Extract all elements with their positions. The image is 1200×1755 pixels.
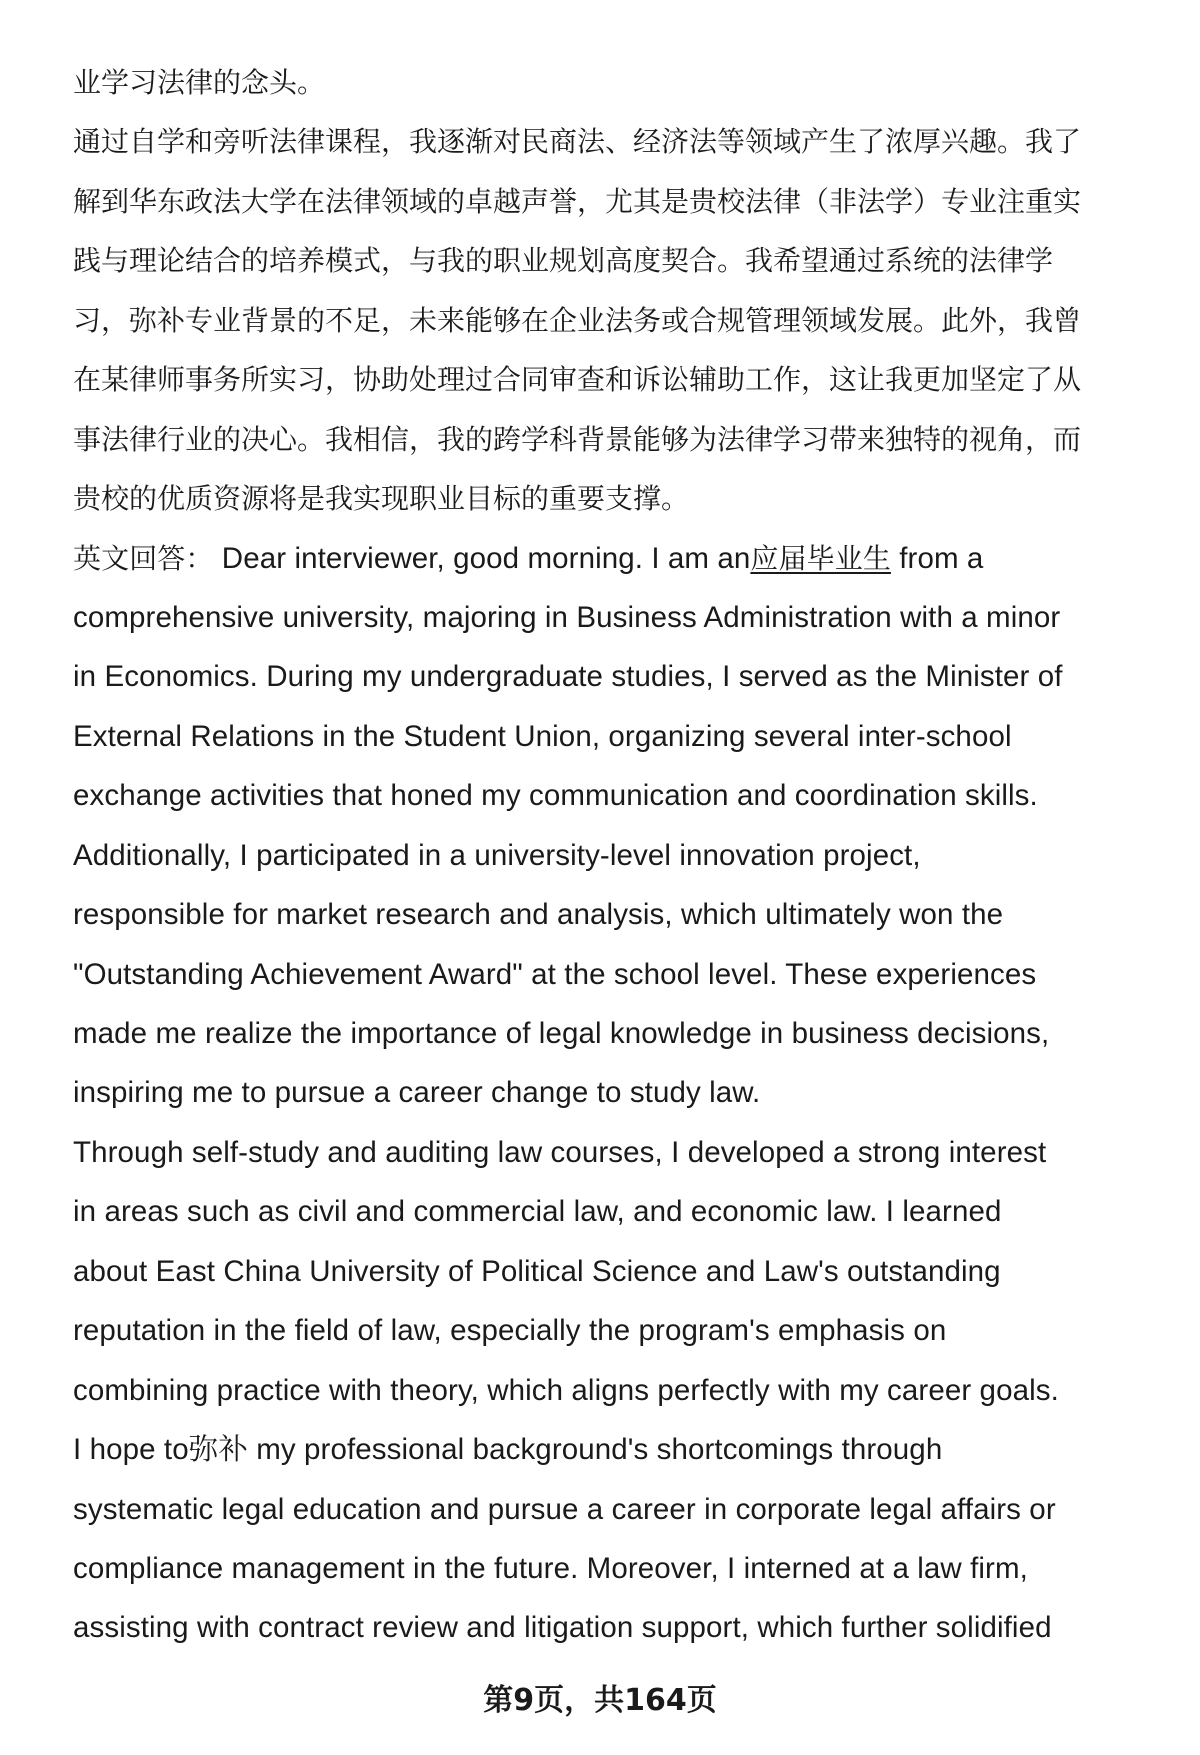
- text-line: I hope to弥补 my professional background's shortcomings through: [73, 1433, 943, 1467]
- text-line: inspiring me to pursue a career change to study law.: [73, 1076, 761, 1110]
- text-line: "Outstanding Achievement Award" at the school level. These experiences: [73, 957, 1037, 991]
- text-line: about East China University of Political Science and Law's outstanding: [73, 1254, 1001, 1288]
- text-line: Additionally, I participated in a university-level innovation project,: [73, 838, 921, 872]
- text-line: compliance management in the future. Moreover, I interned at a law firm,: [73, 1551, 1028, 1585]
- text-line: 通过自学和旁听法律课程，我逐渐对民商法、经济法等领域产生了浓厚兴趣。我了: [73, 125, 1082, 159]
- answer-label: 英文回答：: [73, 541, 214, 575]
- text-line: 业学习法律的念头。: [73, 66, 326, 99]
- text-line: 解到华东政法大学在法律领域的卓越声誉，尤其是贵校法律（非法学）专业注重实: [73, 184, 1082, 218]
- text-line: combining practice with theory, which aligns perfectly with my career goals.: [73, 1373, 1059, 1407]
- text-line: 践与理论结合的培养模式，与我的职业规划高度契合。我希望通过系统的法律学: [73, 244, 1054, 278]
- text-line: made me realize the importance of legal knowledge in business decisions,: [73, 1017, 1050, 1050]
- text-line: responsible for market research and analysis, which ultimately won the: [73, 898, 1004, 932]
- text-line: in Economics. During my undergraduate studies, I served as the Minister of: [73, 660, 1063, 694]
- text-line: Through self-study and auditing law courses, I developed a strong interest: [73, 1135, 1047, 1169]
- text-line: 事法律行业的决心。我相信，我的跨学科背景能够为法律学习带来独特的视角，而: [73, 422, 1082, 456]
- text-line: External Relations in the Student Union, organizing several inter-school: [73, 719, 1012, 753]
- text-line: in areas such as civil and commercial law, and economic law. I learned: [73, 1195, 1002, 1229]
- page-number: 第9页，共164页: [483, 1683, 717, 1718]
- text-line: 贵校的优质资源将是我实现职业目标的重要支撑。: [73, 482, 690, 516]
- answer-text: Dear interviewer, good morning. I am an: [213, 541, 751, 575]
- body-text: [73, 53, 1183, 1658]
- answer-intro-line: [73, 529, 1183, 588]
- text-line: exchange activities that honed my communication and coordination skills.: [73, 779, 1038, 813]
- text-line: systematic legal education and pursue a career in corporate legal affairs or: [73, 1492, 1056, 1526]
- underlined-term: 应届毕业生: [750, 541, 891, 575]
- answer-text: from a: [890, 541, 984, 575]
- text-line: 在某律师事务所实习，协助处理过合同审查和诉讼辅助工作，这让我更加坚定了从: [73, 363, 1082, 397]
- text-line: comprehensive university, majoring in Business Administration with a minor: [73, 600, 1061, 634]
- text-line: 习，弥补专业背景的不足，未来能够在企业法务或合规管理领域发展。此外，我曾: [73, 303, 1082, 337]
- text-line: assisting with contract review and litigation support, which further solidified: [73, 1611, 1052, 1645]
- text-line: reputation in the field of law, especially the program's emphasis on: [73, 1314, 947, 1348]
